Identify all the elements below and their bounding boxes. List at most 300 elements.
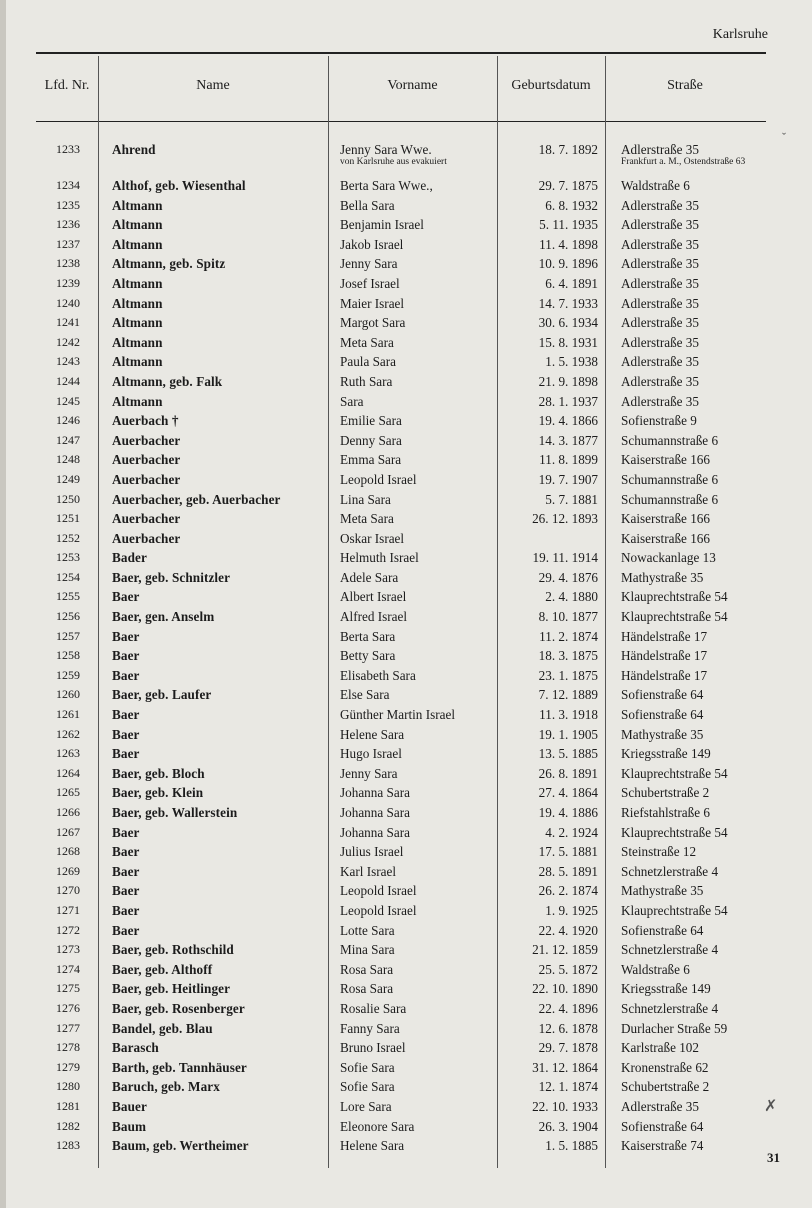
row-vorname: Emma Sara <box>340 452 402 468</box>
table-row <box>0 470 812 490</box>
row-geburtsdatum: 18. 7. 1892 <box>538 142 598 157</box>
row-geburtsdatum: 31. 12. 1864 <box>532 1059 598 1075</box>
row-number: 1245 <box>56 393 80 408</box>
row-strasse: Kaiserstraße 166 <box>621 452 710 468</box>
row-vorname: Leopold Israel <box>340 883 417 899</box>
row-strasse: Adlerstraße 35 <box>621 275 699 291</box>
row-number: 1254 <box>56 569 80 584</box>
row-strasse: Adlerstraße 35 <box>621 354 699 370</box>
row-vorname: Günther Martin Israel <box>340 707 455 723</box>
row-vorname: Bruno Israel <box>340 1040 406 1056</box>
row-geburtsdatum: 22. 4. 1896 <box>538 1000 598 1016</box>
header-top-rule <box>36 52 766 54</box>
row-name: Althof, geb. Wiesenthal <box>112 178 246 193</box>
table-row <box>0 274 812 294</box>
row-geburtsdatum: 11. 2. 1874 <box>539 628 598 644</box>
row-strasse: Waldstraße 6 <box>621 961 690 977</box>
row-vorname: Meta Sara <box>340 334 394 350</box>
column-header-nr: Lfd. Nr. <box>44 78 90 93</box>
row-number: 1270 <box>56 883 80 898</box>
row-geburtsdatum: 25. 5. 1872 <box>538 961 598 977</box>
row-vorname: Jenny Sara <box>340 256 398 272</box>
row-vorname: Rosa Sara <box>340 961 394 977</box>
row-name: Baum <box>112 1118 147 1134</box>
row-vorname: Johanna Sara <box>340 805 410 820</box>
row-geburtsdatum: 2. 4. 1880 <box>545 589 598 605</box>
row-number: 1247 <box>56 432 80 447</box>
row-geburtsdatum: 6. 4. 1891 <box>545 275 598 291</box>
row-geburtsdatum: 12. 6. 1878 <box>538 1020 598 1036</box>
row-vorname: Sofie Sara <box>340 1059 395 1075</box>
row-geburtsdatum: 7. 12. 1889 <box>538 687 598 703</box>
row-name: Altmann <box>112 236 163 252</box>
row-number: 1282 <box>56 1118 80 1133</box>
row-strasse: Mathystraße 35 <box>621 883 704 899</box>
row-vorname: Helene Sara <box>340 1138 405 1154</box>
row-geburtsdatum: 19. 4. 1886 <box>538 805 598 820</box>
row-strasse: Sofienstraße 9 <box>621 413 697 429</box>
row-name: Altmann <box>112 197 163 213</box>
row-name: Baer, geb. Schnitzler <box>112 569 231 585</box>
row-name: Baer <box>112 902 140 918</box>
row-number: 1252 <box>56 530 80 545</box>
row-number: 1281 <box>56 1098 80 1113</box>
row-geburtsdatum: 12. 1. 1874 <box>538 1079 598 1095</box>
row-name: Barasch <box>112 1040 159 1056</box>
row-name: Baer, geb. Klein <box>112 785 204 801</box>
row-vorname: Hugo Israel <box>340 746 402 762</box>
pencil-mark: ✗ <box>764 1098 778 1115</box>
table-row <box>0 979 812 999</box>
row-number: 1256 <box>56 609 80 624</box>
row-name: Ahrend <box>112 142 156 157</box>
table-row <box>0 176 812 196</box>
table-row <box>0 881 812 901</box>
row-name: Altmann <box>112 315 163 331</box>
row-vorname: Leopold Israel <box>340 902 417 918</box>
table-row <box>0 921 812 941</box>
row-number: 1261 <box>56 707 80 722</box>
row-number: 1248 <box>56 452 80 467</box>
row-vorname: Fanny Sara <box>340 1020 400 1036</box>
row-name: Baer <box>112 883 140 899</box>
row-vorname: Mina Sara <box>340 942 395 958</box>
row-vorname: Rosa Sara <box>340 981 394 997</box>
header-bottom-rule <box>36 121 766 122</box>
row-geburtsdatum: 22. 4. 1920 <box>538 922 598 938</box>
row-vorname: Lotte Sara <box>340 922 395 938</box>
row-name: Baruch, geb. Marx <box>112 1079 220 1095</box>
row-geburtsdatum: 5. 7. 1881 <box>545 491 598 507</box>
row-name: Baer, geb. Rosenberger <box>112 1000 245 1016</box>
row-number: 1241 <box>56 315 80 330</box>
row-name: Auerbacher <box>112 432 181 448</box>
row-name: Barth, geb. Tannhäuser <box>112 1059 247 1075</box>
table-row <box>0 587 812 607</box>
row-number: 1268 <box>56 844 80 859</box>
table-row <box>0 627 812 647</box>
table-row <box>0 607 812 627</box>
row-name: Baer, gen. Anselm <box>112 609 215 625</box>
table-row <box>0 803 812 823</box>
table-row <box>0 333 812 353</box>
row-strasse: Klauprechtstraße 54 <box>621 609 728 625</box>
row-number: 1257 <box>56 628 80 643</box>
row-vorname: Lore Sara <box>340 1098 392 1114</box>
row-vorname: Oskar Israel <box>340 530 405 546</box>
row-vorname: Maier Israel <box>340 295 405 311</box>
row-geburtsdatum: 5. 11. 1935 <box>539 217 598 233</box>
row-strasse: Riefstahlstraße 6 <box>621 805 710 820</box>
row-name: Baer <box>112 707 140 723</box>
row-strasse: Schumannstraße 6 <box>621 432 719 448</box>
column-header-name: Name <box>196 78 230 93</box>
row-strasse: Händelstraße 17 <box>621 648 708 664</box>
row-strasse: Schubertstraße 2 <box>621 1079 710 1095</box>
row-number: 1233 <box>56 142 80 156</box>
row-number: 1253 <box>56 550 80 565</box>
row-name: Baer <box>112 648 140 664</box>
row-strasse: Schnetzlerstraße 4 <box>621 942 719 958</box>
row-geburtsdatum: 29. 7. 1875 <box>538 178 598 193</box>
row-vorname: Helmuth Israel <box>340 550 419 566</box>
row-number: 1250 <box>56 491 80 506</box>
row-vorname: Karl Israel <box>340 863 397 879</box>
column-header-strasse: Straße <box>667 78 703 93</box>
row-strasse: Adlerstraße 35 <box>621 217 699 233</box>
row-geburtsdatum: 11. 8. 1899 <box>539 452 598 468</box>
row-number: 1258 <box>56 648 80 663</box>
table-row <box>0 1038 812 1058</box>
column-header-vorname: Vorname <box>387 78 438 93</box>
row-strasse: Händelstraße 17 <box>621 628 708 644</box>
row-name: Auerbacher <box>112 471 181 487</box>
row-number: 1246 <box>56 413 80 428</box>
row-number: 1236 <box>56 217 80 232</box>
row-strasse: Adlerstraße 35 <box>621 393 699 409</box>
table-row <box>0 823 812 843</box>
row-name: Baer, geb. Wallerstein <box>112 805 238 820</box>
row-number: 1259 <box>56 667 80 682</box>
row-strasse: Schumannstraße 6 <box>621 491 719 507</box>
row-geburtsdatum: 23. 1. 1875 <box>538 667 598 683</box>
row-vorname: Leopold Israel <box>340 471 417 487</box>
row-strasse: Schubertstraße 2 <box>621 785 710 801</box>
row-strasse: Sofienstraße 64 <box>621 1118 704 1134</box>
row-name: Baer <box>112 863 140 879</box>
pencil-mark: ˇ <box>782 130 786 144</box>
row-name: Bandel, geb. Blau <box>112 1020 213 1036</box>
row-strasse: Sofienstraße 64 <box>621 922 704 938</box>
row-geburtsdatum: 14. 3. 1877 <box>538 432 598 448</box>
table-row <box>0 431 812 451</box>
table-row <box>0 509 812 529</box>
table-row <box>0 140 812 176</box>
row-strasse: Adlerstraße 35 <box>621 236 699 252</box>
table-row <box>0 783 812 803</box>
row-number: 1244 <box>56 373 80 388</box>
table-row <box>0 196 812 216</box>
row-name: Altmann <box>112 295 163 311</box>
row-name: Baer <box>112 628 140 644</box>
table-row <box>0 392 812 412</box>
page-number: 31 <box>767 1150 780 1165</box>
row-vorname: Meta Sara <box>340 511 394 527</box>
row-strasse: Mathystraße 35 <box>621 726 704 742</box>
row-strasse: Schnetzlerstraße 4 <box>621 1000 719 1016</box>
row-name: Auerbacher <box>112 511 181 527</box>
row-name: Altmann, geb. Falk <box>112 373 223 389</box>
row-vorname-note: von Karlsruhe aus evakuiert <box>340 157 447 167</box>
table-row <box>0 1058 812 1078</box>
row-name: Baer, geb. Bloch <box>112 765 205 781</box>
row-name: Baer <box>112 922 140 938</box>
row-name: Altmann <box>112 334 163 350</box>
row-geburtsdatum: 26. 12. 1893 <box>532 511 598 527</box>
row-name: Altmann, geb. Spitz <box>112 256 226 272</box>
row-geburtsdatum: 13. 5. 1885 <box>538 746 598 762</box>
row-vorname: Emilie Sara <box>340 413 402 429</box>
row-vorname: Johanna Sara <box>340 824 410 840</box>
row-strasse: Kriegsstraße 149 <box>621 746 711 762</box>
row-geburtsdatum: 19. 1. 1905 <box>538 726 598 742</box>
row-strasse: Waldstraße 6 <box>621 178 690 193</box>
table-row <box>0 313 812 333</box>
table-row <box>0 999 812 1019</box>
row-geburtsdatum: 8. 10. 1877 <box>538 609 598 625</box>
row-strasse: Kronenstraße 62 <box>621 1059 709 1075</box>
row-name: Auerbacher <box>112 530 181 546</box>
row-geburtsdatum: 27. 4. 1864 <box>538 785 598 801</box>
row-geburtsdatum: 6. 8. 1932 <box>545 197 598 213</box>
row-name: Auerbacher, geb. Auerbacher <box>112 491 281 507</box>
row-vorname: Sofie Sara <box>340 1079 395 1095</box>
table-row <box>0 764 812 784</box>
table-row <box>0 254 812 274</box>
table-row <box>0 666 812 686</box>
row-number: 1255 <box>56 589 80 604</box>
row-name: Altmann <box>112 354 163 370</box>
table-row <box>0 940 812 960</box>
table-row <box>0 215 812 235</box>
row-number: 1275 <box>56 981 80 996</box>
row-number: 1242 <box>56 334 80 349</box>
row-name: Baer <box>112 824 140 840</box>
row-geburtsdatum: 1. 5. 1938 <box>545 354 598 370</box>
row-vorname: Berta Sara Wwe., <box>340 178 433 193</box>
row-number: 1251 <box>56 511 80 526</box>
row-strasse: Adlerstraße 35 <box>621 334 699 350</box>
row-name: Baer, geb. Althoff <box>112 961 213 977</box>
row-strasse: Klauprechtstraße 54 <box>621 824 728 840</box>
table-row <box>0 646 812 666</box>
row-vorname: Ruth Sara <box>340 373 393 389</box>
row-geburtsdatum: 1. 9. 1925 <box>545 902 598 918</box>
row-strasse: Sofienstraße 64 <box>621 687 704 703</box>
table-row <box>0 1097 812 1117</box>
row-vorname: Adele Sara <box>340 569 399 585</box>
table-row <box>0 685 812 705</box>
row-number: 1266 <box>56 805 80 819</box>
row-geburtsdatum: 29. 7. 1878 <box>538 1040 598 1056</box>
table-row <box>0 548 812 568</box>
table-row <box>0 568 812 588</box>
row-geburtsdatum: 19. 11. 1914 <box>532 550 598 566</box>
row-strasse: Klauprechtstraße 54 <box>621 589 728 605</box>
row-strasse: Schumannstraße 6 <box>621 471 719 487</box>
row-number: 1234 <box>56 178 80 192</box>
row-number: 1239 <box>56 275 80 290</box>
row-vorname: Elisabeth Sara <box>340 667 416 683</box>
table-row <box>0 862 812 882</box>
row-vorname: Benjamin Israel <box>340 217 424 233</box>
row-number: 1249 <box>56 471 80 486</box>
row-vorname: Rosalie Sara <box>340 1000 407 1016</box>
row-geburtsdatum: 26. 8. 1891 <box>538 765 598 781</box>
row-vorname: Albert Israel <box>340 589 407 605</box>
table-row <box>0 450 812 470</box>
row-strasse: Kaiserstraße 74 <box>621 1138 704 1154</box>
row-number: 1235 <box>56 197 80 212</box>
row-number: 1276 <box>56 1000 80 1015</box>
row-strasse: Kaiserstraße 166 <box>621 511 710 527</box>
row-geburtsdatum: 29. 4. 1876 <box>538 569 598 585</box>
row-strasse: Mathystraße 35 <box>621 569 704 585</box>
table-row <box>0 725 812 745</box>
row-geburtsdatum: 19. 4. 1866 <box>538 413 598 429</box>
row-geburtsdatum: 10. 9. 1896 <box>538 256 598 272</box>
row-vorname: Denny Sara <box>340 432 402 448</box>
row-number: 1237 <box>56 236 80 251</box>
row-geburtsdatum: 26. 3. 1904 <box>538 1118 598 1134</box>
column-header-geburtsdatum: Geburtsdatum <box>511 78 591 93</box>
row-name: Baer <box>112 746 140 762</box>
row-number: 1269 <box>56 863 80 878</box>
row-name: Altmann <box>112 217 163 233</box>
row-name: Bader <box>112 550 147 566</box>
row-name: Altmann <box>112 393 163 409</box>
row-number: 1262 <box>56 726 80 741</box>
table-row <box>0 490 812 510</box>
row-name: Baer, geb. Laufer <box>112 687 212 703</box>
row-vorname: Julius Israel <box>340 844 404 860</box>
table-row <box>0 901 812 921</box>
row-number: 1278 <box>56 1040 80 1055</box>
row-strasse: Kaiserstraße 166 <box>621 530 710 546</box>
row-vorname: Lina Sara <box>340 491 391 507</box>
row-strasse: Durlacher Straße 59 <box>621 1020 728 1036</box>
row-vorname: Else Sara <box>340 687 390 703</box>
row-number: 1272 <box>56 922 80 937</box>
row-vorname: Margot Sara <box>340 315 406 331</box>
row-number: 1265 <box>56 785 80 800</box>
row-geburtsdatum: 19. 7. 1907 <box>538 471 598 487</box>
table-row <box>0 1019 812 1039</box>
row-name: Baer, geb. Heitlinger <box>112 981 231 997</box>
row-strasse: Händelstraße 17 <box>621 667 708 683</box>
table-row <box>0 842 812 862</box>
row-vorname: Johanna Sara <box>340 785 410 801</box>
row-name: Altmann <box>112 275 163 291</box>
row-number: 1279 <box>56 1059 80 1074</box>
row-strasse-note: Frankfurt a. M., Ostendstraße 63 <box>621 157 746 167</box>
row-number: 1277 <box>56 1020 80 1035</box>
row-vorname: Sara <box>340 393 364 409</box>
row-number: 1240 <box>56 295 80 310</box>
row-strasse: Sofienstraße 64 <box>621 707 704 723</box>
row-vorname: Betty Sara <box>340 648 396 664</box>
row-strasse: Adlerstraße 35 <box>621 1098 699 1114</box>
row-number: 1238 <box>56 256 80 271</box>
table-row <box>0 705 812 725</box>
row-name: Baer <box>112 844 140 860</box>
row-strasse: Klauprechtstraße 54 <box>621 765 728 781</box>
row-strasse: Nowackanlage 13 <box>621 550 716 566</box>
row-strasse: Steinstraße 12 <box>621 844 697 860</box>
row-vorname: Jenny Sara Wwe. <box>340 142 432 157</box>
row-vorname: Bella Sara <box>340 197 395 213</box>
row-geburtsdatum: 21. 9. 1898 <box>538 373 598 389</box>
row-strasse: Adlerstraße 35 <box>621 373 699 389</box>
table-row <box>0 294 812 314</box>
row-vorname: Josef Israel <box>340 275 400 291</box>
row-name: Baer <box>112 667 140 683</box>
row-vorname: Paula Sara <box>340 354 397 370</box>
register-table <box>0 140 812 1156</box>
row-vorname: Jenny Sara <box>340 765 398 781</box>
row-geburtsdatum: 17. 5. 1881 <box>538 844 598 860</box>
row-name: Baum, geb. Wertheimer <box>112 1138 249 1154</box>
row-number: 1274 <box>56 961 80 976</box>
row-number: 1260 <box>56 687 80 702</box>
table-row <box>0 411 812 431</box>
row-number: 1271 <box>56 902 80 917</box>
row-name: Auerbach † <box>112 413 179 429</box>
row-geburtsdatum: 22. 10. 1890 <box>532 981 598 997</box>
row-geburtsdatum: 11. 4. 1898 <box>539 236 598 252</box>
row-number: 1283 <box>56 1138 80 1153</box>
table-row <box>0 960 812 980</box>
row-strasse: Adlerstraße 35 <box>621 315 699 331</box>
row-name: Baer <box>112 589 140 605</box>
row-strasse: Schnetzlerstraße 4 <box>621 863 719 879</box>
row-name: Baer <box>112 726 140 742</box>
row-vorname: Berta Sara <box>340 628 396 644</box>
table-row <box>0 372 812 392</box>
table-row <box>0 1077 812 1097</box>
table-row <box>0 1136 812 1156</box>
row-geburtsdatum: 15. 8. 1931 <box>538 334 598 350</box>
table-row <box>0 235 812 255</box>
row-vorname: Jakob Israel <box>340 236 404 252</box>
row-vorname: Eleonore Sara <box>340 1118 415 1134</box>
row-geburtsdatum: 28. 5. 1891 <box>538 863 598 879</box>
row-geburtsdatum: 28. 1. 1937 <box>538 393 598 409</box>
row-geburtsdatum: 4. 2. 1924 <box>545 824 598 840</box>
row-strasse: Klauprechtstraße 54 <box>621 902 728 918</box>
row-geburtsdatum: 26. 2. 1874 <box>538 883 598 899</box>
row-number: 1273 <box>56 942 80 957</box>
row-strasse: Adlerstraße 35 <box>621 256 699 272</box>
row-number: 1280 <box>56 1079 80 1094</box>
row-strasse: Karlstraße 102 <box>621 1040 699 1056</box>
row-vorname: Helene Sara <box>340 726 405 742</box>
row-name: Auerbacher <box>112 452 181 468</box>
row-name: Bauer <box>112 1098 147 1114</box>
row-number: 1263 <box>56 746 80 761</box>
page-city-heading: Karlsruhe <box>712 27 768 42</box>
row-number: 1243 <box>56 354 80 369</box>
